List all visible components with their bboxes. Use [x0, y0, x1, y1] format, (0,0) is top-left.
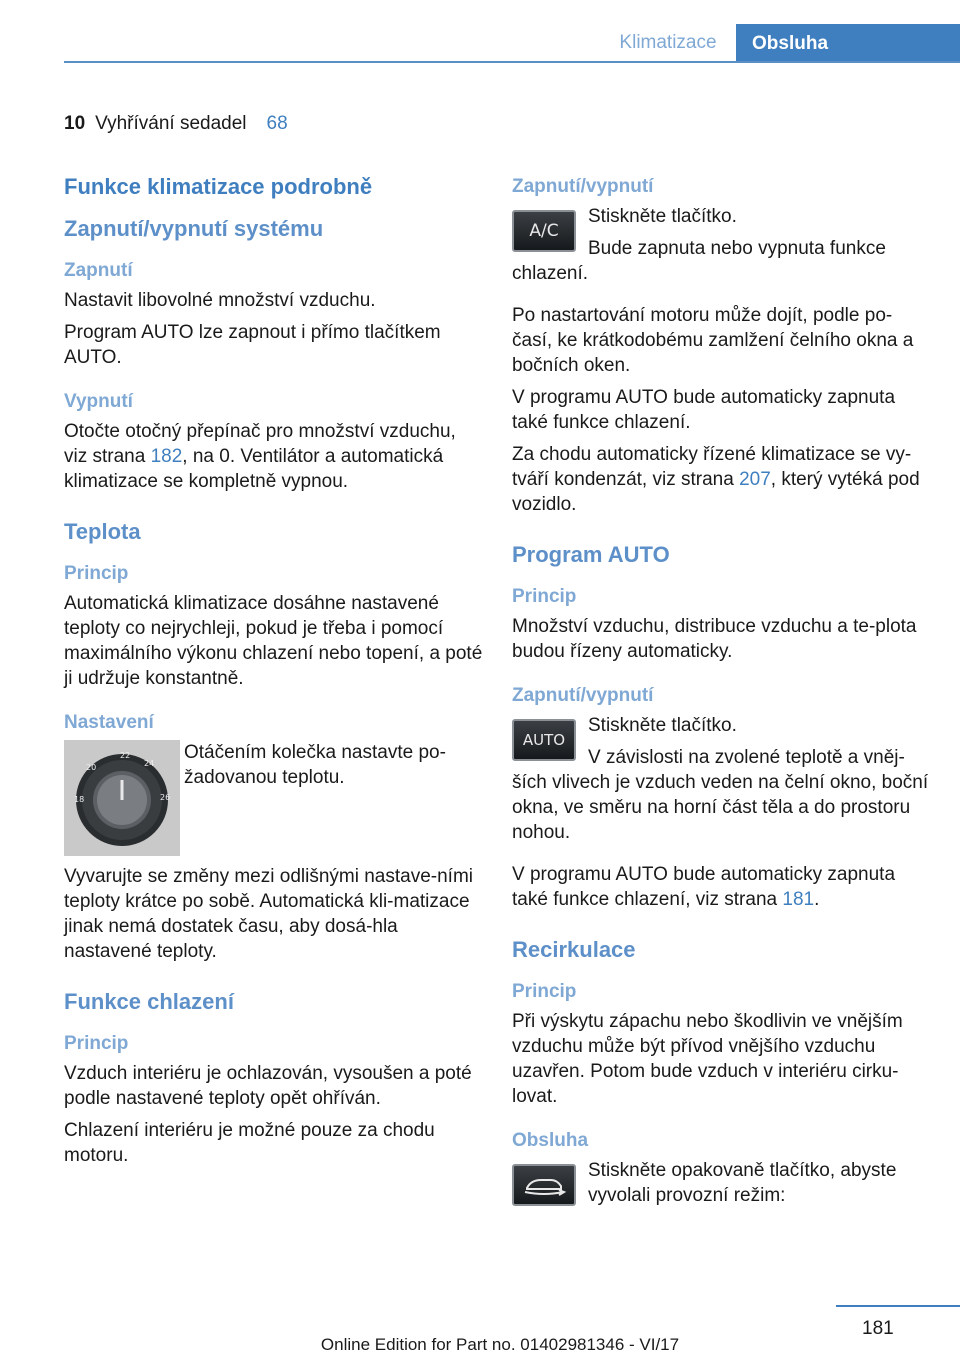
page-number: 181 — [862, 1318, 894, 1339]
heading-cooling: Funkce chlazení — [64, 989, 234, 1014]
para-cool-1: Vzduch interiéru je ochlazován, vysoušen a poté podle nastavené teploty opět ohříván. — [64, 1063, 472, 1109]
para-nastaveni: Otáčením kolečka nastavte po-žadovanou teplotu. — [184, 742, 446, 788]
para-r1: Po nastartování motoru může dojít, podle po-časí, ke krátkodobému zamlžení čelního okna a bočních oken. — [512, 305, 914, 376]
auto-block — [512, 713, 930, 749]
para-on-2: Program AUTO lze zapnout i přímo tlačítkem AUTO. — [64, 322, 441, 368]
footer-rule — [836, 1305, 960, 1307]
heading-recirc: Recirkulace — [512, 937, 636, 962]
para-obsluha: Stiskněte opakovaně tlačítko, abyste vyvolali provozní režim: — [588, 1160, 897, 1206]
para-r3-text-a: Za chodu automaticky řízené klimatizace se vy-tváří kondenzát, viz strana — [512, 444, 912, 490]
heading-auto: Program AUTO — [512, 542, 670, 567]
para-r2: V programu AUTO bude automaticky zapnuta také funkce chlazení. — [512, 387, 896, 433]
knob-label-18: 18 — [74, 795, 85, 804]
edition-note: Online Edition for Part no. 01402981346 - VI/17 — [320, 1335, 680, 1354]
para-off-text-a: Otočte otočný přepínač pro množství vzduchu, viz strana — [64, 421, 456, 467]
para-ac-1: Stiskněte tlačítko. — [588, 206, 737, 227]
heading-system: Zapnutí/vypnutí systému — [64, 216, 324, 241]
subheading-obsluha: Obsluha — [512, 1130, 589, 1151]
knob-label-20: 20 — [86, 763, 97, 772]
knob-label-26: 26 — [160, 793, 171, 802]
subheading-onoff-1: Zapnutí/vypnutí — [512, 176, 654, 197]
para-warning: Vyvarujte se změny mezi odlišnými nastave-ními teploty krátce po sobě. Automatická kli-matizace jinak nemá dostatek času, aby dosá-hla nastavené teploty. — [64, 866, 473, 962]
temperature-knob-icon — [64, 740, 180, 856]
para-ac-2: Bude zapnuta nebo vypnuta funkce chlazení. — [512, 238, 886, 284]
page-link-181[interactable]: 181 — [782, 889, 815, 910]
para-cool-2: Chlazení interiéru je možné pouze za chodu motoru. — [64, 1120, 435, 1166]
para-auto-2: V závislosti na zvolené teplotě a vněj-ších vlivech je vzduch veden na čelní okno, boční okna, ve směru na horní část těla a do prostoru nohou. — [512, 747, 929, 843]
subheading-off: Vypnutí — [64, 391, 133, 412]
para-auto-1: Stiskněte tlačítko. — [588, 715, 737, 736]
header-rule — [64, 61, 960, 63]
header-chapter-tab: Obsluha — [736, 24, 960, 63]
subheading-nastaveni: Nastavení — [64, 712, 154, 733]
page-link-182[interactable]: 182 — [150, 446, 183, 467]
nastaveni-block — [64, 740, 484, 864]
para-recirc: Při výskytu zápachu nebo škodlivin ve vnějším vzduchu může být přívod vnějšího vzduchu uzavřen. Potom bude vzduch v interiéru cirku-lovat. — [512, 1011, 903, 1107]
para-auto-3-text-b: . — [814, 889, 820, 910]
para-auto-3-text-a: V programu AUTO bude automaticky zapnuta také funkce chlazení, viz strana — [512, 864, 896, 910]
para-on-1: Nastavit libovolné množství vzduchu. — [64, 290, 376, 311]
toc-page-link[interactable]: 68 — [266, 113, 288, 134]
para-r3 — [512, 442, 930, 517]
para-r3-text-b: , který vytéká pod vozidlo. — [512, 469, 920, 515]
para-auto: Množství vzduchu, distribuce vzduchu a te-plota budou řízeny automaticky. — [512, 616, 917, 662]
header-section-tab: Klimatizace — [619, 32, 717, 53]
para-auto-3 — [512, 862, 930, 912]
subheading-onoff-2: Zapnutí/vypnutí — [512, 685, 654, 706]
heading-temp: Teplota — [64, 519, 141, 544]
para-off — [64, 419, 484, 494]
toc-entry — [64, 113, 288, 135]
toc-number: 10 — [64, 113, 86, 134]
toc-title: Vyhřívání sedadel — [95, 113, 247, 134]
recirc-block — [512, 1158, 930, 1208]
auto-button-icon: AUTO — [512, 719, 576, 761]
subheading-on: Zapnutí — [64, 260, 133, 281]
subheading-princip-4: Princip — [512, 981, 577, 1002]
subheading-princip-2: Princip — [64, 1033, 129, 1054]
page-link-207[interactable]: 207 — [739, 469, 771, 490]
ac-block — [512, 204, 930, 241]
para-temp: Automatická klimatizace dosáhne nastavené teploty co nejrychleji, pokud je třeba i pomocí maximálního výkonu chlazení nebo topení, a poté ji udržuje konstantně. — [64, 593, 483, 689]
subheading-princip-3: Princip — [512, 586, 577, 607]
ac-button-icon: A/C — [512, 210, 576, 252]
left-column — [64, 172, 484, 1175]
recirculation-button-icon — [512, 1164, 576, 1206]
knob-label-22: 22 — [120, 751, 131, 760]
subheading-princip-1: Princip — [64, 563, 129, 584]
heading-main: Funkce klimatizace podrobně — [64, 174, 373, 199]
right-column — [512, 172, 930, 1215]
knob-label-24: 24 — [144, 759, 155, 768]
para-off-text-b: , na 0. Ventilátor a automatická klimatizace se kompletně vypnou. — [64, 446, 444, 492]
